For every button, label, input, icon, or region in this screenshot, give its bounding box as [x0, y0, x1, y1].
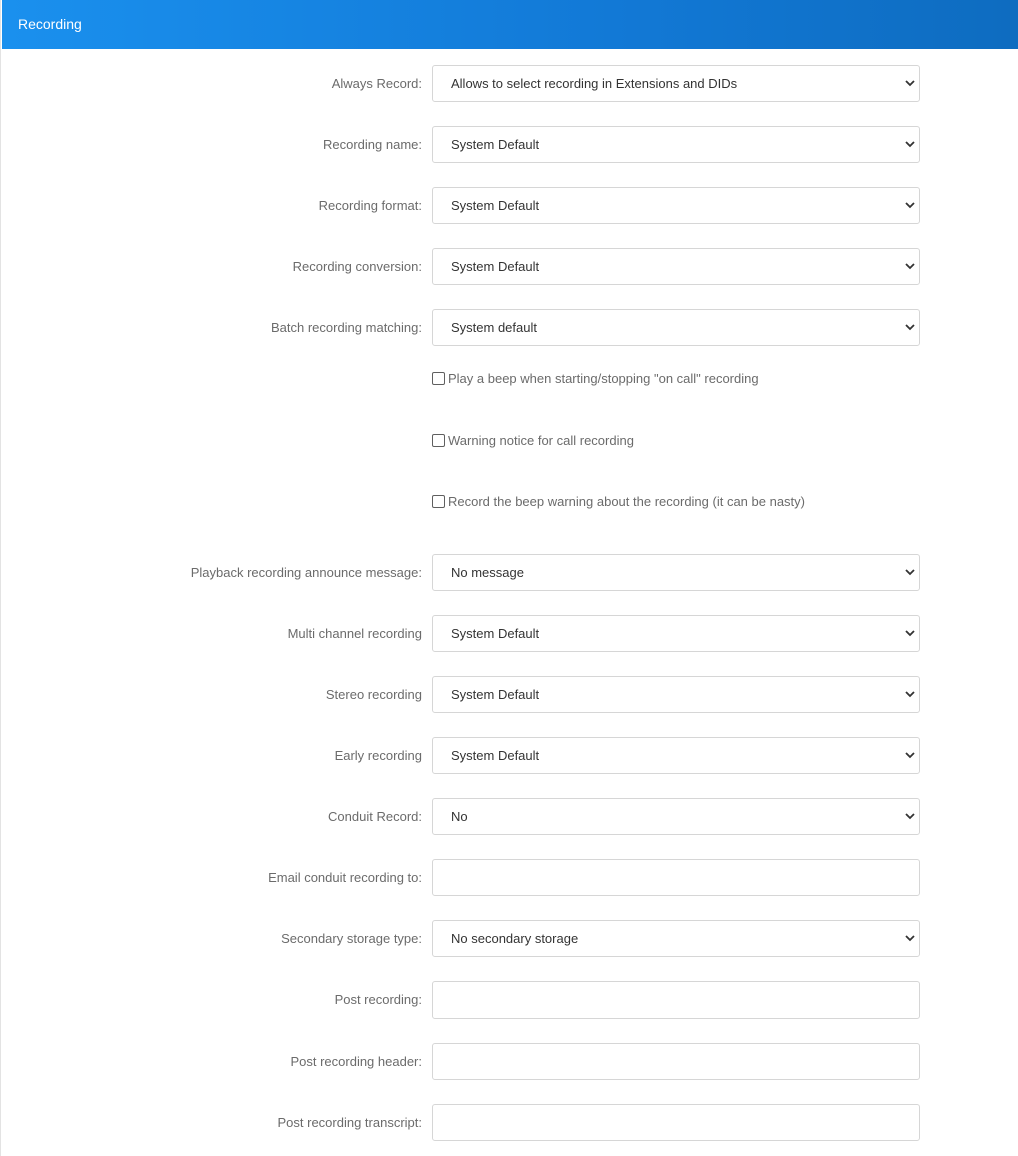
- stereo-label: Stereo recording: [325, 687, 422, 702]
- post-recording-header-row: [1, 1043, 1018, 1080]
- batch-recording-matching-label: Batch recording matching:: [270, 320, 422, 335]
- conduit-record-label: Conduit Record:: [328, 809, 422, 824]
- early-recording-select[interactable]: [432, 737, 920, 774]
- stereo-value: System Default: [451, 687, 540, 702]
- post-recording-label: Post recording:: [334, 992, 422, 1007]
- chevron-down-icon: [904, 321, 916, 333]
- recording-format-select[interactable]: [432, 187, 920, 224]
- recording-name-row: [1, 126, 1018, 163]
- warning-notice-label[interactable]: Warning notice for call recording: [448, 433, 634, 448]
- secondary-storage-select[interactable]: [432, 920, 920, 957]
- chevron-down-icon: [904, 77, 916, 89]
- chevron-down-icon: [904, 627, 916, 639]
- post-recording-row: [1, 981, 1018, 1019]
- chevron-down-icon: [904, 688, 916, 700]
- always-record-label: Always Record:: [331, 76, 422, 91]
- always-record-select[interactable]: [432, 65, 920, 102]
- email-conduit-row: [1, 859, 1018, 896]
- recording-format-value: System Default: [451, 198, 540, 213]
- recording-conversion-select[interactable]: [432, 248, 920, 285]
- chevron-down-icon: [904, 810, 916, 822]
- post-recording-transcript-row: [1, 1104, 1018, 1141]
- multi-channel-row: [1, 615, 1018, 652]
- secondary-storage-label: Secondary storage type:: [281, 931, 422, 946]
- recording-name-select[interactable]: [432, 126, 920, 163]
- batch-recording-matching-row: [1, 309, 1018, 346]
- recording-conversion-value: System Default: [451, 259, 540, 274]
- recording-format-label: Recording format:: [318, 198, 422, 213]
- email-conduit-input[interactable]: [432, 859, 920, 896]
- recording-format-row: [1, 187, 1018, 224]
- recording-name-label: Recording name:: [323, 137, 422, 152]
- post-recording-header-input[interactable]: [432, 1043, 920, 1080]
- post-recording-header-label: Post recording header:: [290, 1054, 422, 1069]
- secondary-storage-row: [1, 920, 1018, 957]
- multi-channel-select[interactable]: [432, 615, 920, 652]
- post-recording-transcript-input[interactable]: [432, 1104, 920, 1141]
- stereo-row: [1, 676, 1018, 713]
- post-recording-transcript-label: Post recording transcript:: [277, 1115, 422, 1130]
- panel-header: [2, 0, 1018, 49]
- batch-recording-matching-value: System default: [451, 320, 537, 335]
- email-conduit-label: Email conduit recording to:: [268, 870, 422, 885]
- secondary-storage-value: No secondary storage: [451, 931, 579, 946]
- early-recording-label: Early recording: [334, 748, 422, 763]
- conduit-record-row: [1, 798, 1018, 835]
- early-recording-row: [1, 737, 1018, 774]
- conduit-record-select[interactable]: [432, 798, 920, 835]
- playback-announce-value: No message: [451, 565, 524, 580]
- recording-name-value: System Default: [451, 137, 540, 152]
- panel-title: Recording: [18, 16, 82, 32]
- multi-channel-value: System Default: [451, 626, 540, 641]
- post-recording-input[interactable]: [432, 981, 920, 1019]
- always-record-value: Allows to select recording in Extensions and DIDs: [451, 76, 738, 91]
- playback-announce-select[interactable]: [432, 554, 920, 591]
- multi-channel-label: Multi channel recording: [287, 626, 422, 641]
- playback-announce-label: Playback recording announce message:: [190, 565, 422, 580]
- chevron-down-icon: [904, 749, 916, 761]
- chevron-down-icon: [904, 566, 916, 578]
- batch-recording-matching-select[interactable]: [432, 309, 920, 346]
- early-recording-value: System Default: [451, 748, 540, 763]
- record-beep-warning-checkbox[interactable]: [432, 495, 445, 508]
- always-record-row: [1, 65, 1018, 102]
- playback-announce-row: [1, 554, 1018, 591]
- chevron-down-icon: [904, 260, 916, 272]
- chevron-down-icon: [904, 138, 916, 150]
- chevron-down-icon: [904, 199, 916, 211]
- conduit-record-value: No: [451, 809, 468, 824]
- recording-conversion-row: [1, 248, 1018, 285]
- chevron-down-icon: [904, 932, 916, 944]
- recording-conversion-label: Recording conversion:: [292, 259, 422, 274]
- record-beep-warning-label[interactable]: Record the beep warning about the recording (it can be nasty): [448, 494, 805, 509]
- warning-notice-checkbox[interactable]: [432, 434, 445, 447]
- stereo-select[interactable]: [432, 676, 920, 713]
- beep-on-call-label[interactable]: Play a beep when starting/stopping "on call" recording: [448, 371, 759, 386]
- beep-on-call-checkbox[interactable]: [432, 372, 445, 385]
